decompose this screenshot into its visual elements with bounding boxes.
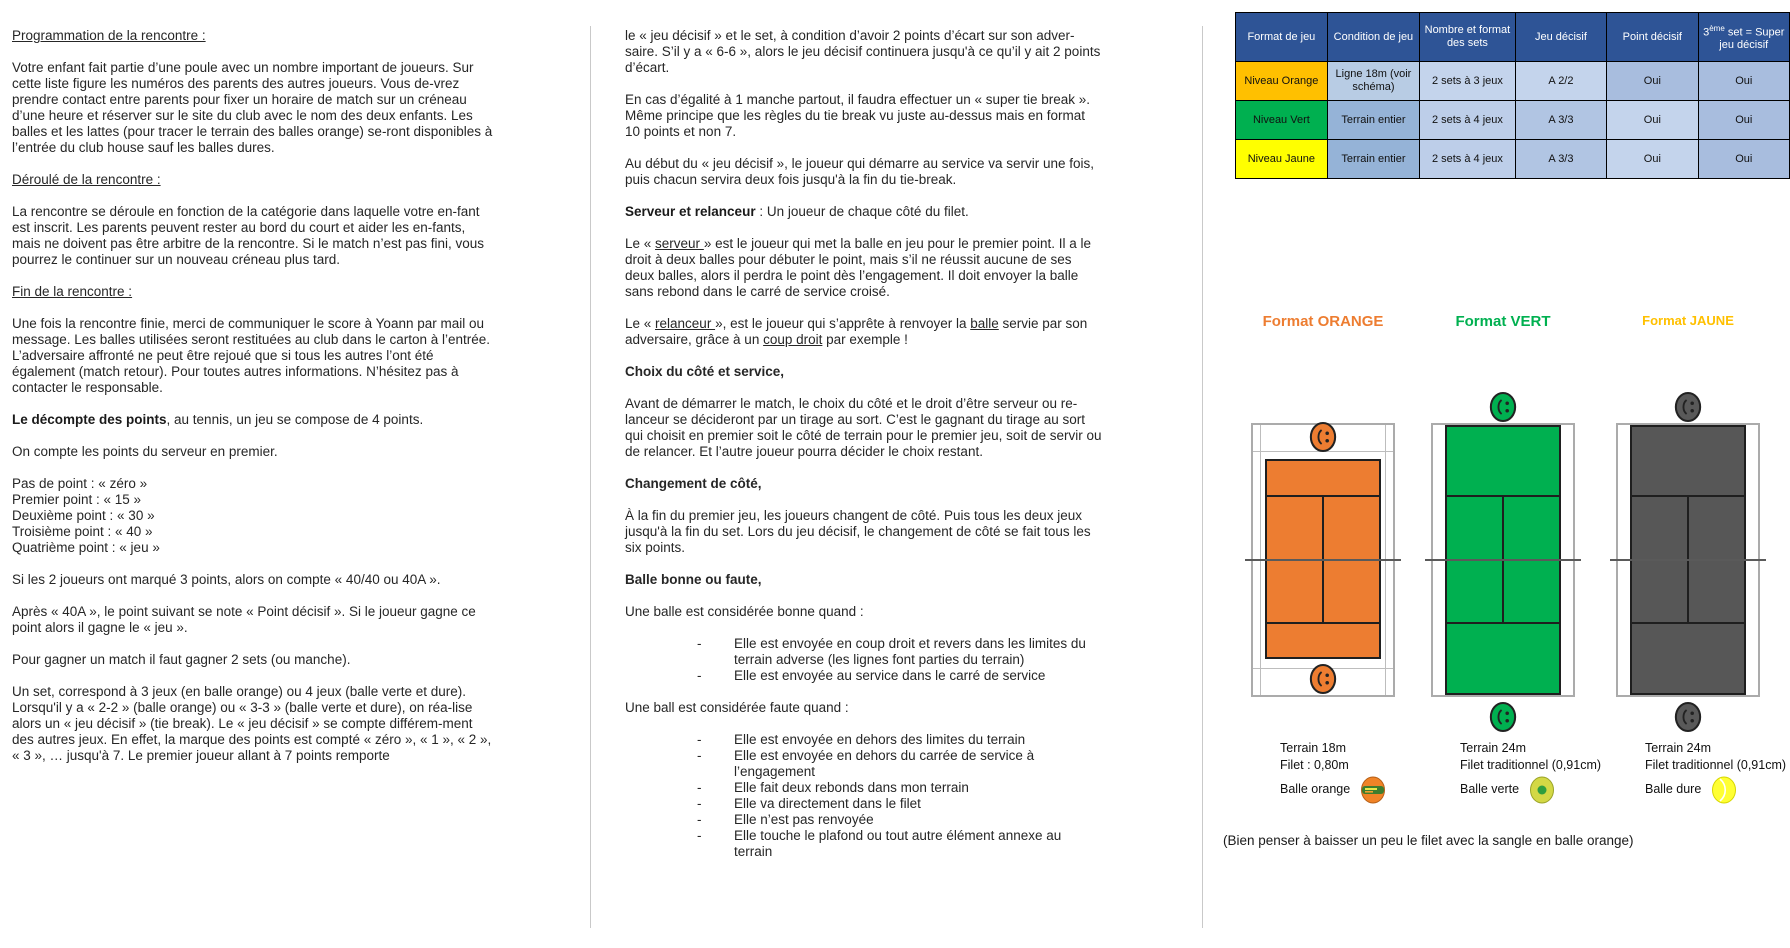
table-header-super-jeu [1698,13,1789,62]
caption-terrain: Terrain 18m [1280,741,1346,755]
court-figure-vert [1418,313,1602,804]
table-cell: 2 sets à 4 jeux [1420,101,1516,140]
list-item-text: Elle fait deux rebonds dans mon terrain [734,780,969,795]
table-cell: A 3/3 [1515,101,1606,140]
serveur-relanceur-bold: Serveur et relanceur [625,204,756,219]
paragraph-debut-jeu-decisif: Au début du « jeu décisif », le joueur qui démarre au service va servir une fois, puis chacun servira deux fois jusqu'à la fin du tie-break. [625,156,1095,187]
grey-smiley-ball-icon [1674,701,1702,733]
court-caption-jaune [1645,740,1790,804]
score-line: Quatrième point : « jeu » [12,540,160,555]
column-divider-left [590,26,591,928]
serveur-rest: » est le joueur qui met la balle en jeu pour le premier point. Il a le droit à deux balles pour débuter le point, mais s’il ne réussit aucune de ses deux balles, alors il perdra le point dès l’engagement. Il doit envoyer la balle sans rebond dans le carré de service croisé. [625,236,1092,299]
serveur-pre: Le « [625,236,656,251]
header-rest: set = Super jeu décisif [1719,26,1785,52]
paragraph-40a: Après « 40A », le point suivant se note « Point décisif ». Si le joueur gagne ce point alors il gagne le « jeu ». [12,604,476,635]
list-item [697,636,1103,668]
relanceur-end: par exemple ! [822,332,908,347]
paragraph-choix: Avant de démarrer le match, le choix du côté et le droit d’être serveur ou re-lanceur se décideront par un tirage au sort. C’est le gagnant du tirage au sort qui choisit en premier soit le côté de terrain pour le premier jeu, soit de servir ou de relancer. Et l’autre joueur pourra décider le choix restant. [625,396,1102,459]
dash-marker: - [697,748,702,763]
score-line: Troisième point : « 40 » [12,524,153,539]
good-ball-list [697,636,1103,684]
heading-deroule: Déroulé de la rencontre : [12,172,161,187]
ball-slot-bottom [1603,697,1773,733]
heading-programmation: Programmation de la rencontre : [12,28,206,43]
dash-marker: - [697,636,702,651]
dash-marker: - [697,812,702,827]
ball-slot-bottom [1418,697,1588,733]
score-line: Pas de point : « zéro » [12,476,148,491]
table-cell: Oui [1698,101,1789,140]
table-cell: Ligne 18m (voir schéma) [1327,62,1419,101]
list-item-text: Elle n’est pas renvoyée [734,812,874,827]
level-cell-jaune: Niveau Jaune [1236,140,1328,179]
table-cell: 2 sets à 3 jeux [1420,62,1516,101]
list-item [697,732,1103,748]
caption-filet: Filet traditionnel (0,91cm) [1645,758,1787,772]
list-item [697,780,1103,796]
list-item [697,828,1103,860]
paragraph-40-40: Si les 2 joueurs ont marqué 3 points, alors on compte « 40/40 ou 40A ». [12,572,441,587]
list-item-text: Elle est envoyée en coup droit et revers dans les limites du terrain adverse (les lignes font parties du terrain) [734,636,1086,667]
list-item-text: Elle est envoyée en dehors des limites du terrain [734,732,1026,747]
paragraph-fin: Une fois la rencontre finie, merci de communiquer le score à Yoann par mail ou message. Les balles utilisées seront restituées au club dans le carton à l’entrée. L’adversaire affronté ne peut être rejoué que si tous les autres l’ont été également (match retour). Pour toutes autres informations. N’hésitez pas à contacter le responsable. [12,316,491,395]
net-line [1245,559,1401,561]
table-row-vert [1236,101,1790,140]
balle-underlined: balle [970,316,999,331]
column-left [12,28,493,780]
dash-marker: - [697,668,702,683]
level-cell-vert: Niveau Vert [1236,101,1328,140]
list-item-text: Elle touche le plafond ou tout autre élément annexe au terrain [734,828,1062,859]
caption-terrain: Terrain 24m [1460,741,1526,755]
table-cell: Oui [1607,140,1698,179]
table-row-jaune [1236,140,1790,179]
ball-slot-top [1603,389,1773,423]
paragraph-programmation: Votre enfant fait partie d’une poule avec un nombre important de joueurs. Sur cette liste figure les numéros des parents des autres joueurs. Vous de-vrez prendre contact entre parents pour fixer un horaire de match sur un créneau d’une heure et réserver sur le site du club avec le nom des deux enfants. Les balles et les lattes (pour tracer le terrain des balles orange) se-ront disponibles à l’entrée du club house sauf les balles dures. [12,60,493,155]
tennis-court-jaune [1616,423,1760,697]
court-title-jaune: Format JAUNE [1642,313,1734,328]
list-item [697,748,1103,780]
list-item [697,796,1103,812]
paragraph-decompte [12,412,493,428]
table-cell: Oui [1698,140,1789,179]
dash-marker: - [697,780,702,795]
paragraph-serveur-premier: On compte les points du serveur en premier. [12,444,278,459]
table-cell: Oui [1607,62,1698,101]
paragraph-changement: À la fin du premier jeu, les joueurs changent de côté. Puis tous les deux jeux jusqu'à la fin du set. Lors du jeu décisif, le changement de côté se fait tous les six points. [625,508,1091,555]
ball-slot-bottom [1238,697,1408,733]
paragraph-relanceur [625,316,1103,348]
yellow-ball-photo-icon [1711,776,1737,804]
list-item [697,668,1103,684]
paragraph-faute-intro: Une ball est considérée faute quand : [625,700,849,715]
tennis-court-vert [1431,423,1575,697]
orange-smiley-ball-icon [1309,421,1337,453]
score-line: Premier point : « 15 » [12,492,142,507]
score-line: Deuxième point : « 30 » [12,508,155,523]
header-3: 3 [1703,26,1710,39]
heading-balle: Balle bonne ou faute, [625,572,762,587]
table-cell: Terrain entier [1327,140,1419,179]
table-header-format: Format de jeu [1236,13,1328,62]
paragraph-bonne-intro: Une balle est considérée bonne quand : [625,604,864,619]
serveur-relanceur-rest: : Un joueur de chaque côté du filet. [755,204,969,219]
relanceur-pre: Le « [625,316,656,331]
format-table [1235,12,1790,179]
fault-ball-list [697,732,1103,860]
green-ball-photo-icon [1529,776,1555,804]
decompte-rest: , au tennis, un jeu se compose de 4 points. [166,412,424,427]
heading-fin: Fin de la rencontre : [12,284,133,299]
table-cell: A 3/3 [1515,140,1606,179]
relanceur-underlined: relanceur [655,316,716,331]
table-header-point-decisif: Point décisif [1607,13,1698,62]
caption-filet: Filet traditionnel (0,91cm) [1460,758,1602,772]
paragraph-serveur-relanceur [625,204,1103,220]
table-cell: Terrain entier [1327,101,1419,140]
table-cell: A 2/2 [1515,62,1606,101]
serveur-underlined: serveur [655,236,704,251]
court-title-vert: Format VERT [1455,313,1551,330]
bottom-note: (Bien penser à baisser un peu le filet avec la sangle en balle orange) [1223,833,1634,848]
list-item-text: Elle va directement dans le filet [734,796,921,811]
table-header-row [1236,13,1790,62]
table-cell: Oui [1607,101,1698,140]
caption-balle: Balle orange [1280,781,1351,796]
column-middle [625,28,1103,876]
court-diagrams [1202,313,1790,813]
green-smiley-ball-icon [1489,701,1517,733]
caption-terrain: Terrain 24m [1645,741,1711,755]
green-smiley-ball-icon [1489,391,1517,423]
paragraph-tiebreak-suite: le « jeu décisif » et le set, à condition d’avoir 2 points d’écart sur son adver-saire. S’il y a « 6-6 », alors le jeu décisif continuera jusqu'à ce qu’il y ait 2 points d’écart. [625,28,1101,75]
dash-marker: - [697,732,702,747]
relanceur-mid1: », est le joueur qui s’apprête à renvoyer la [715,316,971,331]
ball-slot-top [1418,389,1588,423]
heading-changement: Changement de côté, [625,476,762,491]
list-item [697,812,1103,828]
list-item-text: Elle est envoyée en dehors du carrée de service à l’engagement [734,748,1035,779]
court-figure-orange [1238,313,1408,804]
decompte-bold-lead: Le décompte des points [12,412,167,427]
net-line [1610,559,1766,561]
caption-balle: Balle dure [1645,781,1702,796]
caption-balle: Balle verte [1460,781,1520,796]
table-header-condition: Condition de jeu [1327,13,1419,62]
court-title-orange: Format ORANGE [1262,313,1384,330]
dash-marker: - [697,828,702,843]
ball-slot-top [1238,389,1408,423]
level-cell-orange: Niveau Orange [1236,62,1328,101]
paragraph-deroule: La rencontre se déroule en fonction de la catégorie dans laquelle votre en-fant est inscrit. Les parents peuvent rester au bord du court et aider les en-fants, mais ne doivent pas être arbitre de la rencontre. Si le match n’est pas fini, vous pourrez le continuer sur un nouveau créneau plus tard. [12,204,484,267]
paragraph-match: Pour gagner un match il faut gagner 2 sets (ou manche). [12,652,351,667]
table-header-jeu-decisif: Jeu décisif [1515,13,1606,62]
dash-marker: - [697,796,702,811]
score-naming-list [12,476,493,556]
caption-filet: Filet : 0,80m [1280,758,1349,772]
tennis-court-orange [1251,423,1395,697]
header-sup: ème [1709,23,1725,33]
table-row-orange [1236,62,1790,101]
table-cell: Oui [1698,62,1789,101]
table-cell: 2 sets à 4 jeux [1420,140,1516,179]
orange-ball-photo-icon [1360,776,1386,804]
relanceur-mid2: servie par son adversaire, grâce à un [625,316,1088,347]
list-item-text: Elle est envoyée au service dans le carré de service [734,668,1046,683]
column-right [1202,0,1790,948]
orange-smiley-ball-icon [1309,663,1337,695]
court-figure-jaune [1603,313,1787,804]
heading-choix: Choix du côté et service, [625,364,785,379]
table-header-nombre: Nombre et format des sets [1420,13,1516,62]
paragraph-serveur [625,236,1103,300]
paragraph-super-tiebreak: En cas d’égalité à 1 manche partout, il faudra effectuer un « super tie break ». Même principe que les règles du tie break vu juste au-dessus mais en format 10 points et non 7. [625,92,1091,139]
paragraph-set: Un set, correspond à 3 jeux (en balle orange) ou 4 jeux (balle verte et dure). Lorsqu'il y a « 2-2 » (balle orange) ou « 3-3 » (balle verte et dure), on réa-lise alors un « jeu décisif » (tie break). Le « jeu décisif » se compte différem-ment des autres jeux. En effet, la marque des points est compté « zéro », « 1 », « 2 », « 3 », … jusqu'à 7. Le premier joueur allant à 7 points remporte [12,684,492,763]
coup-droit-underlined: coup droit [763,332,823,347]
grey-smiley-ball-icon [1674,391,1702,423]
net-line [1425,559,1581,561]
